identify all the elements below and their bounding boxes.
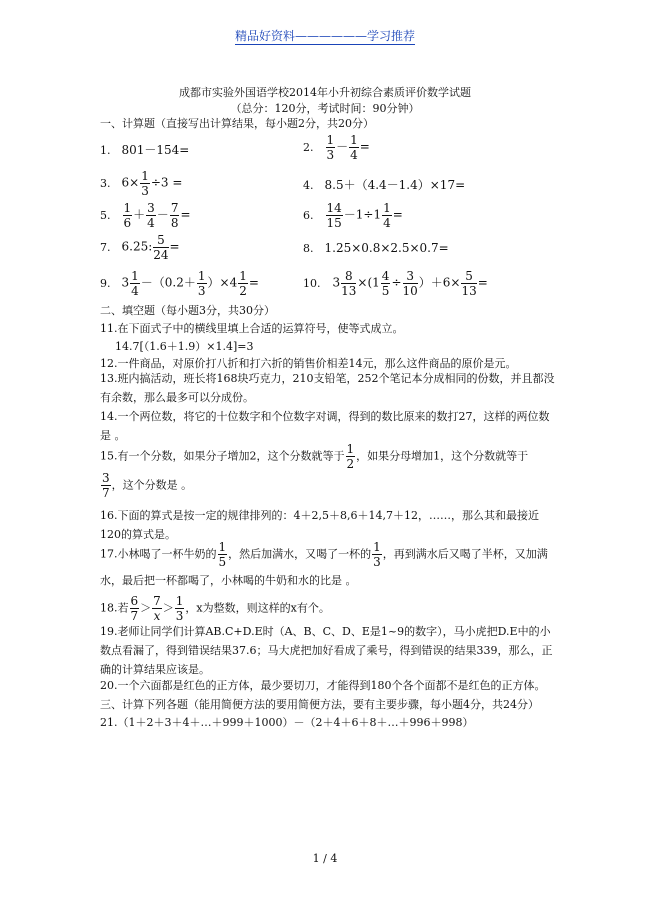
operator: ＋ bbox=[133, 207, 146, 222]
fraction bbox=[382, 201, 392, 230]
numerator: 1 bbox=[131, 269, 139, 283]
calc-q10 bbox=[303, 269, 488, 298]
q-number: 5. bbox=[100, 208, 111, 222]
numerator: 7 bbox=[170, 201, 179, 215]
section-3-heading: 三、计算下列各题（能用简便方法的要用简便方法，要有主要步骤，每小题4分，共24分） bbox=[100, 698, 539, 711]
question-16: 16.下面的算式是按一定的规律排列的：4＋2,5＋8,6＋14,7＋12，……，那么其和最接近120的算式是。 bbox=[100, 509, 539, 541]
question-12: 12.一件商品，对原价打八折和打六折的销售价相差14元，那么这件商品的原价是元。 bbox=[100, 357, 517, 370]
numerator: 1 bbox=[197, 269, 206, 283]
denominator: 3 bbox=[175, 609, 184, 623]
numerator: 1 bbox=[123, 201, 132, 215]
numerator: 1 bbox=[239, 269, 247, 283]
operator: ＞ bbox=[140, 601, 152, 615]
exam-title: 成都市实验外国语学校2014年小升初综合素质评价数学试题 bbox=[179, 86, 471, 99]
q-number: 3. bbox=[100, 176, 111, 190]
equals: = bbox=[359, 139, 370, 154]
q15-mid: ，如果分母增加1，这个分数就等于 bbox=[356, 449, 529, 463]
fraction bbox=[153, 233, 168, 262]
denominator: 4 bbox=[383, 216, 391, 230]
fraction bbox=[372, 540, 382, 569]
q17-mid: ，然后加满水，又喝了一杯的 bbox=[228, 547, 372, 561]
q-prefix: 6× bbox=[121, 175, 140, 190]
fraction bbox=[346, 442, 356, 471]
denominator: 6 bbox=[123, 216, 132, 230]
q-number: 9. bbox=[100, 276, 111, 290]
fraction bbox=[152, 594, 162, 623]
numerator: 6 bbox=[130, 594, 139, 608]
denominator: 4 bbox=[350, 148, 358, 162]
equals: = bbox=[169, 239, 180, 254]
q17-tail: ，再到满水后又喝了半杯，又加满水，最后把一杯都喝了，小林喝的牛奶和水的比是 。 bbox=[100, 547, 548, 587]
calc-q8 bbox=[303, 241, 449, 255]
question-11-equation: 14.7[（1.6＋1.9）×1.4]=3 bbox=[115, 340, 254, 353]
header-text: 精品好资料——————学习推荐 bbox=[234, 29, 415, 43]
numerator: 8 bbox=[341, 269, 356, 284]
denominator: 3 bbox=[326, 148, 335, 162]
fraction bbox=[326, 133, 336, 162]
equals: = bbox=[248, 275, 259, 290]
calc-q1 bbox=[100, 141, 189, 158]
numerator: 1 bbox=[350, 133, 358, 147]
fraction bbox=[197, 269, 207, 298]
page-header bbox=[0, 27, 650, 44]
denominator: 7 bbox=[130, 609, 139, 623]
fraction bbox=[349, 133, 359, 162]
numerator: 1 bbox=[218, 540, 227, 554]
numerator: 1 bbox=[175, 594, 184, 608]
denominator: 13 bbox=[461, 284, 477, 298]
q-mid: ）×4 bbox=[207, 275, 238, 290]
denominator: 3 bbox=[141, 184, 149, 198]
numerator: 1 bbox=[383, 201, 391, 215]
numerator: 7 bbox=[153, 594, 161, 608]
denominator: 5 bbox=[381, 284, 390, 298]
fraction bbox=[130, 594, 140, 623]
q-number: 6. bbox=[303, 208, 314, 222]
fraction bbox=[381, 269, 391, 298]
exam-subtitle: （总分：120分，考试时间：90分钟） bbox=[230, 102, 420, 115]
calc-q2 bbox=[303, 133, 370, 162]
numerator: 5 bbox=[461, 269, 476, 284]
numerator: 1 bbox=[346, 442, 355, 456]
fraction bbox=[140, 169, 150, 198]
denominator: 4 bbox=[131, 284, 139, 298]
denominator: 2 bbox=[239, 284, 247, 298]
q-number: 7. bbox=[100, 240, 111, 254]
q-number: 4. bbox=[303, 179, 314, 192]
question-18 bbox=[100, 594, 330, 623]
q-mid: ÷ bbox=[391, 275, 402, 290]
fraction bbox=[101, 471, 111, 500]
equals: = bbox=[477, 275, 488, 290]
whole-part: 3 bbox=[332, 275, 341, 290]
numerator: 14 bbox=[326, 201, 342, 215]
fraction bbox=[238, 269, 248, 298]
denominator: 13 bbox=[341, 284, 357, 298]
question-15 bbox=[100, 442, 555, 500]
denominator: 2 bbox=[346, 457, 355, 471]
q-mid: ×(1 bbox=[357, 275, 380, 290]
q-mid: －1÷1 bbox=[343, 207, 382, 222]
fraction bbox=[123, 201, 133, 230]
question-21: 21.（1＋2＋3＋4＋…＋999＋1000）－（2＋4＋6＋8＋…＋996＋998） bbox=[100, 716, 474, 729]
fraction bbox=[326, 201, 343, 230]
q18-tail: ，x为整数，则这样的x有个。 bbox=[185, 601, 330, 615]
question-20: 20.一个六面都是红色的正方体，最少要切刀，才能得到180个各个面都不是红色的正方体。 bbox=[100, 679, 546, 692]
numerator: 3 bbox=[102, 471, 110, 485]
q-number: 8. bbox=[303, 242, 314, 255]
q-expr: 8.5＋（4.4－1.4）×17= bbox=[324, 178, 466, 192]
question-19: 19.老师让同学们计算AB.C+D.E时（A、B、C、D、E是1~9的数字），马小虎把D.E中的小数点看漏了，得到错误结果37.6；马大虎把加好看成了乘号，得到错误的结果339，那么，正确的计算结果应该是。 bbox=[100, 625, 553, 676]
numerator: 1 bbox=[326, 133, 335, 147]
calc-q4 bbox=[303, 176, 465, 193]
equals: = bbox=[392, 207, 403, 222]
q-mid: －（0.2＋ bbox=[140, 275, 196, 290]
fraction bbox=[130, 269, 140, 298]
numerator: 1 bbox=[141, 169, 149, 183]
fraction bbox=[218, 540, 228, 569]
fraction bbox=[403, 269, 418, 298]
denominator: 3 bbox=[197, 284, 206, 298]
question-11: 11.在下面式子中的横线里填上合适的运算符号，使等式成立。 bbox=[100, 322, 404, 335]
fraction bbox=[146, 201, 156, 230]
q-prefix: 6.25: bbox=[121, 239, 153, 254]
operator: － bbox=[156, 207, 169, 222]
numerator: 3 bbox=[147, 201, 155, 215]
q15-prefix: 15.有一个分数，如果分子增加2，这个分数就等于 bbox=[100, 449, 345, 463]
page-number: 1 / 4 bbox=[312, 852, 338, 865]
calc-q5 bbox=[100, 201, 191, 230]
numerator: 5 bbox=[153, 233, 168, 248]
q-number: 2. bbox=[303, 140, 314, 154]
denominator: 15 bbox=[326, 216, 342, 230]
q-tail: ÷3 = bbox=[150, 175, 183, 190]
question-14: 14.一个两位数，将它的十位数字和个位数字对调，得到的数比原来的数打27，这样的两位数是 。 bbox=[100, 410, 550, 442]
q17-prefix: 17.小林喝了一杯牛奶的 bbox=[100, 547, 217, 561]
operator: ＞ bbox=[162, 601, 174, 615]
denominator: 4 bbox=[147, 216, 155, 230]
q-number: 10. bbox=[303, 276, 321, 290]
section-1-heading: 一、计算题（直接写出计算结果，每小题2分，共20分） bbox=[100, 117, 374, 130]
question-13: 13.班内搞活动，班长将168块巧克力，210支铅笔，252个笔记本分成相同的份数，并且都没有余数，那么最多可以分成份。 bbox=[100, 372, 555, 404]
fraction bbox=[341, 269, 356, 298]
numerator: 1 bbox=[373, 540, 381, 554]
denominator: 7 bbox=[102, 486, 110, 500]
calc-q6 bbox=[303, 201, 403, 230]
denominator: 3 bbox=[373, 555, 381, 569]
calc-q7 bbox=[100, 233, 180, 262]
denominator: 5 bbox=[218, 555, 227, 569]
denominator: 10 bbox=[402, 284, 418, 298]
fraction bbox=[170, 201, 180, 230]
calc-q9 bbox=[100, 269, 259, 298]
q-number: 1. bbox=[100, 144, 111, 157]
fraction bbox=[461, 269, 476, 298]
q-mid: ）＋6× bbox=[418, 275, 461, 290]
q18-prefix: 18.若 bbox=[100, 601, 129, 615]
denominator: 24 bbox=[153, 248, 169, 262]
section-2-heading: 二、填空题（每小题3分，共30分） bbox=[100, 304, 275, 317]
denominator: 8 bbox=[170, 216, 179, 230]
numerator: 3 bbox=[403, 269, 418, 284]
calc-q3 bbox=[100, 169, 182, 198]
operator: － bbox=[336, 139, 349, 154]
whole-part: 3 bbox=[121, 275, 130, 290]
equals: = bbox=[180, 207, 191, 222]
numerator: 4 bbox=[381, 269, 390, 283]
q-expr: 801－154= bbox=[121, 143, 190, 157]
question-17 bbox=[100, 540, 555, 593]
fraction bbox=[175, 594, 185, 623]
denominator: x bbox=[153, 609, 161, 623]
q15-tail: ，这个分数是 。 bbox=[111, 478, 193, 492]
q-expr: 1.25×0.8×2.5×0.7= bbox=[324, 241, 449, 255]
